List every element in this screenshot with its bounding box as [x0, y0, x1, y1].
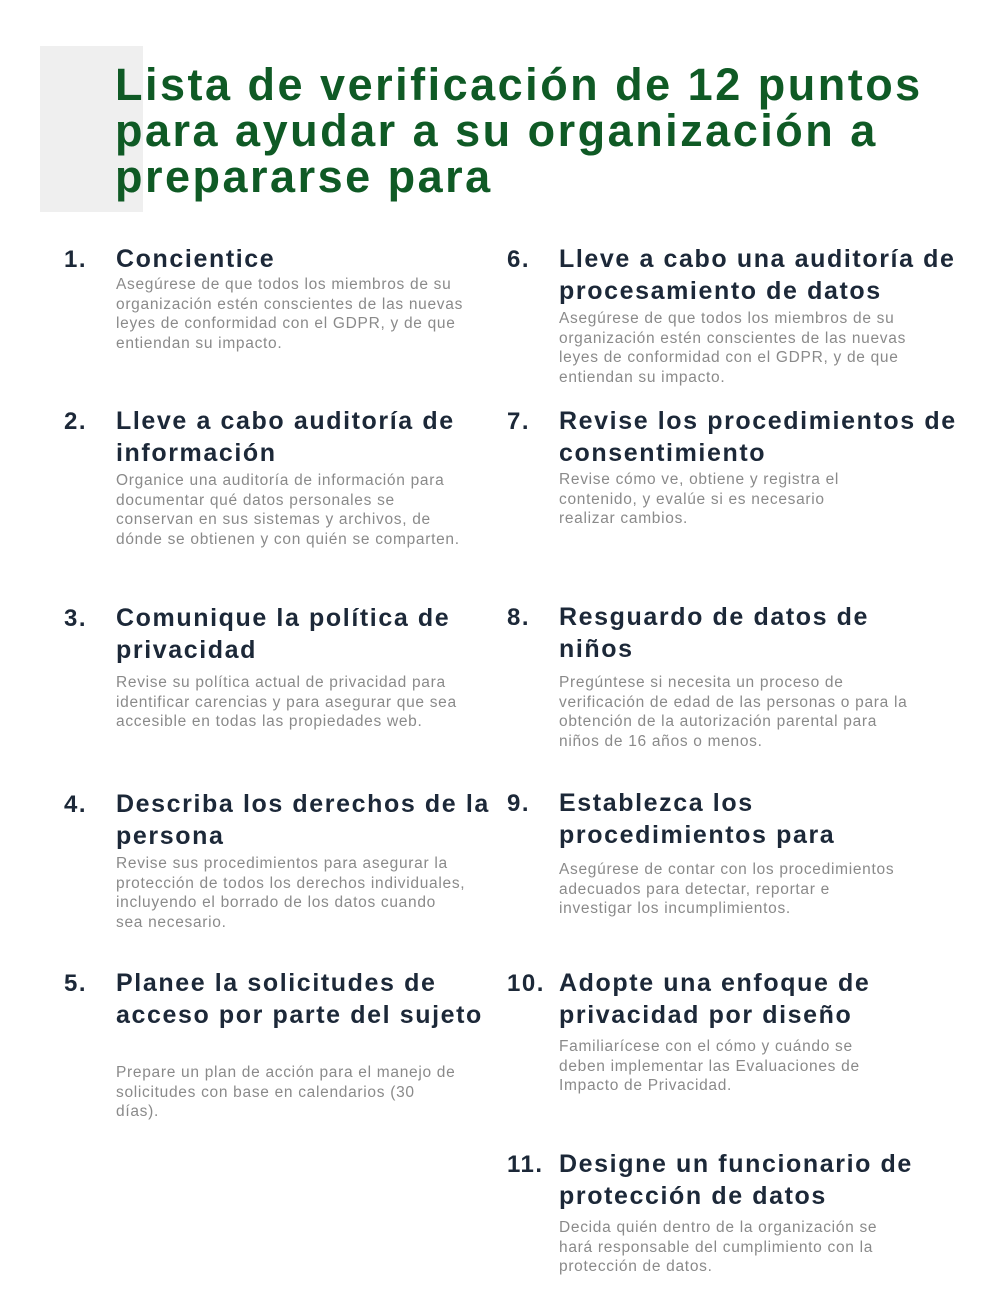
- checklist-item-11: [507, 1149, 977, 1289]
- item-heading: Describa los derechos de la persona: [116, 790, 490, 850]
- item-heading: Lleve a cabo una auditoría de procesamiento de datos: [559, 245, 956, 305]
- item-number: 8.: [507, 604, 531, 631]
- item-description: Asegúrese de que todos los miembros de su organización estén conscientes de las nuevas leyes de conformidad con el GDPR, y de que entiendan su impacto.: [559, 310, 907, 387]
- item-heading: Concientice: [116, 245, 276, 273]
- item-heading: Lleve a cabo auditoría de información: [116, 407, 455, 467]
- checklist-item-3: [64, 603, 484, 763]
- item-description: Decida quién dentro de la organización se hará responsable del cumplimiento con la protección de datos.: [559, 1219, 878, 1276]
- item-description: Revise su política actual de privacidad para identificar carencias y para asegurar que sea accesible en todas las propiedades web.: [116, 674, 457, 731]
- checklist-item-8: [507, 602, 977, 762]
- checklist-item-10: [507, 968, 977, 1108]
- item-number: 7.: [507, 408, 531, 435]
- page-title: Lista de verificación de 12 puntos para ayudar a su organización a prepararse para: [115, 59, 923, 202]
- item-number: 4.: [64, 791, 88, 818]
- item-description: Asegúrese de contar con los procedimientos adecuados para detectar, reportar e investigar los incumplimientos.: [559, 861, 895, 918]
- item-description: Familiarícese con el cómo y cuándo se deben implementar las Evaluaciones de Impacto de Privacidad.: [559, 1038, 860, 1095]
- item-description: Revise cómo ve, obtiene y registra el contenido, y evalúe si es necesario realizar cambios.: [559, 471, 840, 528]
- item-number: 9.: [507, 790, 531, 817]
- checklist-item-9: [507, 788, 977, 928]
- item-description: Revise sus procedimientos para asegurar la protección de todos los derechos individuales, incluyendo el borrado de los datos cuando sea necesario.: [116, 855, 466, 932]
- item-description: Asegúrese de que todos los miembros de su organización estén conscientes de las nuevas leyes de conformidad con el GDPR, y de que entiendan su impacto.: [116, 276, 464, 353]
- item-number: 2.: [64, 408, 88, 435]
- item-number: 6.: [507, 246, 531, 273]
- checklist-item-4: [64, 789, 490, 939]
- item-heading: Adopte una enfoque de privacidad por diseño: [559, 969, 871, 1029]
- item-heading: Comunique la política de privacidad: [116, 604, 451, 664]
- checklist-item-2: [64, 406, 484, 576]
- item-number: 5.: [64, 970, 88, 997]
- item-number: 10.: [507, 970, 545, 997]
- item-heading: Revise los procedimientos de consentimiento: [559, 407, 957, 467]
- item-heading: Resguardo de datos de niños: [559, 603, 870, 663]
- item-description: Prepare un plan de acción para el manejo de solicitudes con base en calendarios (30 días).: [116, 1064, 456, 1121]
- item-heading: Establezca los procedimientos para: [559, 789, 836, 849]
- item-number: 1.: [64, 246, 88, 273]
- item-heading: Planee la solicitudes de acceso por parte del sujeto: [116, 969, 483, 1029]
- checklist-item-6: [507, 244, 977, 394]
- item-heading: Designe un funcionario de protección de datos: [559, 1150, 913, 1210]
- item-description: Pregúntese si necesita un proceso de verificación de edad de las personas o para la obtención de la autorización parental para niños de 16 años o menos.: [559, 674, 908, 751]
- item-number: 3.: [64, 605, 88, 632]
- checklist-item-7: [507, 406, 977, 536]
- checklist-item-1: [64, 244, 484, 374]
- item-number: 11.: [507, 1151, 544, 1178]
- item-description: Organice una auditoría de información para documentar qué datos personales se conservan en sus sistemas y archivos, de dónde se obtienen y con quién se comparten.: [116, 472, 460, 549]
- checklist-item-5: [64, 968, 484, 1128]
